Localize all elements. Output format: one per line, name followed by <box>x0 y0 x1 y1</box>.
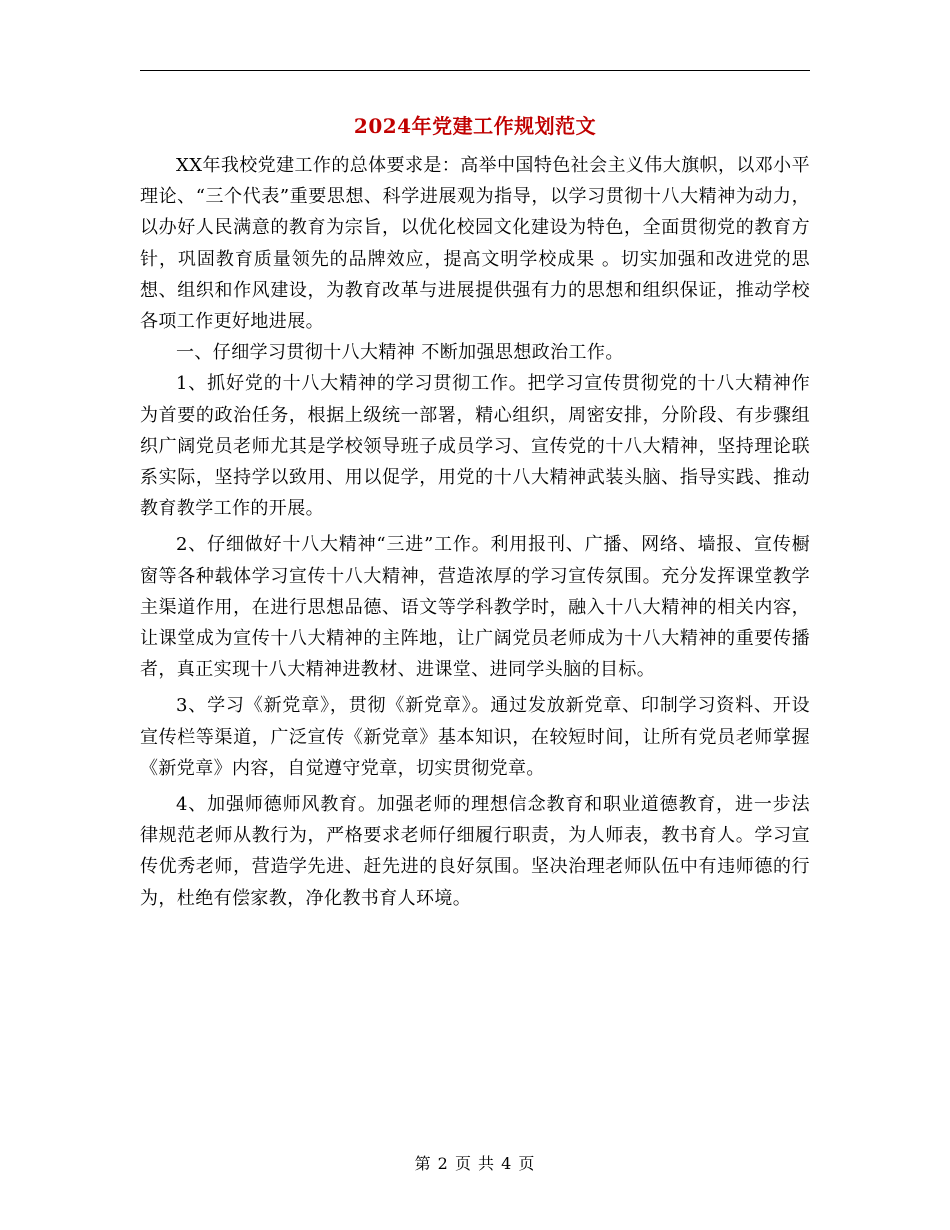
paragraph-item-4: 4、加强师德师风教育。加强老师的理想信念教育和职业道德教育，进一步法律规范老师从教行为，严格要求老师仔细履行职责，为人师表，教书育人。学习宣传优秀老师，营造学先进、赶先进的良好氛围。坚决治理老师队伍中有违师德的行为，杜绝有偿家教，净化教书育人环境。 <box>140 794 810 909</box>
paragraph-intro: XX年我校党建工作的总体要求是：高举中国特色社会主义伟大旗帜，以邓小平理论、“三个代表”重要思想、科学进展观为指导，以学习贯彻十八大精神为动力，以办好人民满意的教育为宗旨，以优化校园文化建设为特色，全面贯彻党的教育方针，巩固教育质量领先的品牌效应，提高文明学校成果 。切实加强和改进党的思想、组织和作风建设，为教育改革与进展提供强有力的思想和组织保证，推动学校各项工作更好地进展。 <box>140 155 810 333</box>
paragraph-section-heading: 一、仔细学习贯彻十八大精神 不断加强思想政治工作。 <box>176 342 624 364</box>
paragraph-item-1: 1、抓好党的十八大精神的学习贯彻工作。把学习宣传贯彻党的十八大精神作为首要的政治任务，根据上级统一部署，精心组织，周密安排，分阶段、有步骤组织广阔党员老师尤其是学校领导班子成员学习、宣传党的十八大精神，坚持理论联系实际，坚持学以致用、用以促学，用党的十八大精神武装头脑、指导实践、推动教育教学工作的开展。 <box>140 373 810 520</box>
document-body <box>140 150 810 914</box>
paragraph-item-3: 3、学习《新党章》，贯彻《新党章》。通过发放新党章、印制学习资料、开设宣传栏等渠道，广泛宣传《新党章》基本知识，在较短时间，让所有党员老师掌握《新党章》内容，自觉遵守党章，切实贯彻党章。 <box>140 695 810 779</box>
page-number: 第 2 页 共 4 页 <box>414 1154 536 1173</box>
paragraph-item-2: 2、仔细做好十八大精神“三进”工作。利用报刊、广播、网络、墙报、宣传橱窗等各种载体学习宣传十八大精神，营造浓厚的学习宣传氛围。充分发挥课堂教学主渠道作用，在进行思想品德、语文等学科教学时，融入十八大精神的相关内容，让课堂成为宣传十八大精神的主阵地，让广阔党员老师成为十八大精神的重要传播者，真正实现十八大精神进教材、进课堂、进同学头脑的目标。 <box>140 534 810 681</box>
header-rule <box>140 70 810 71</box>
document-title: 2024年党建工作规划范文 <box>353 114 597 138</box>
